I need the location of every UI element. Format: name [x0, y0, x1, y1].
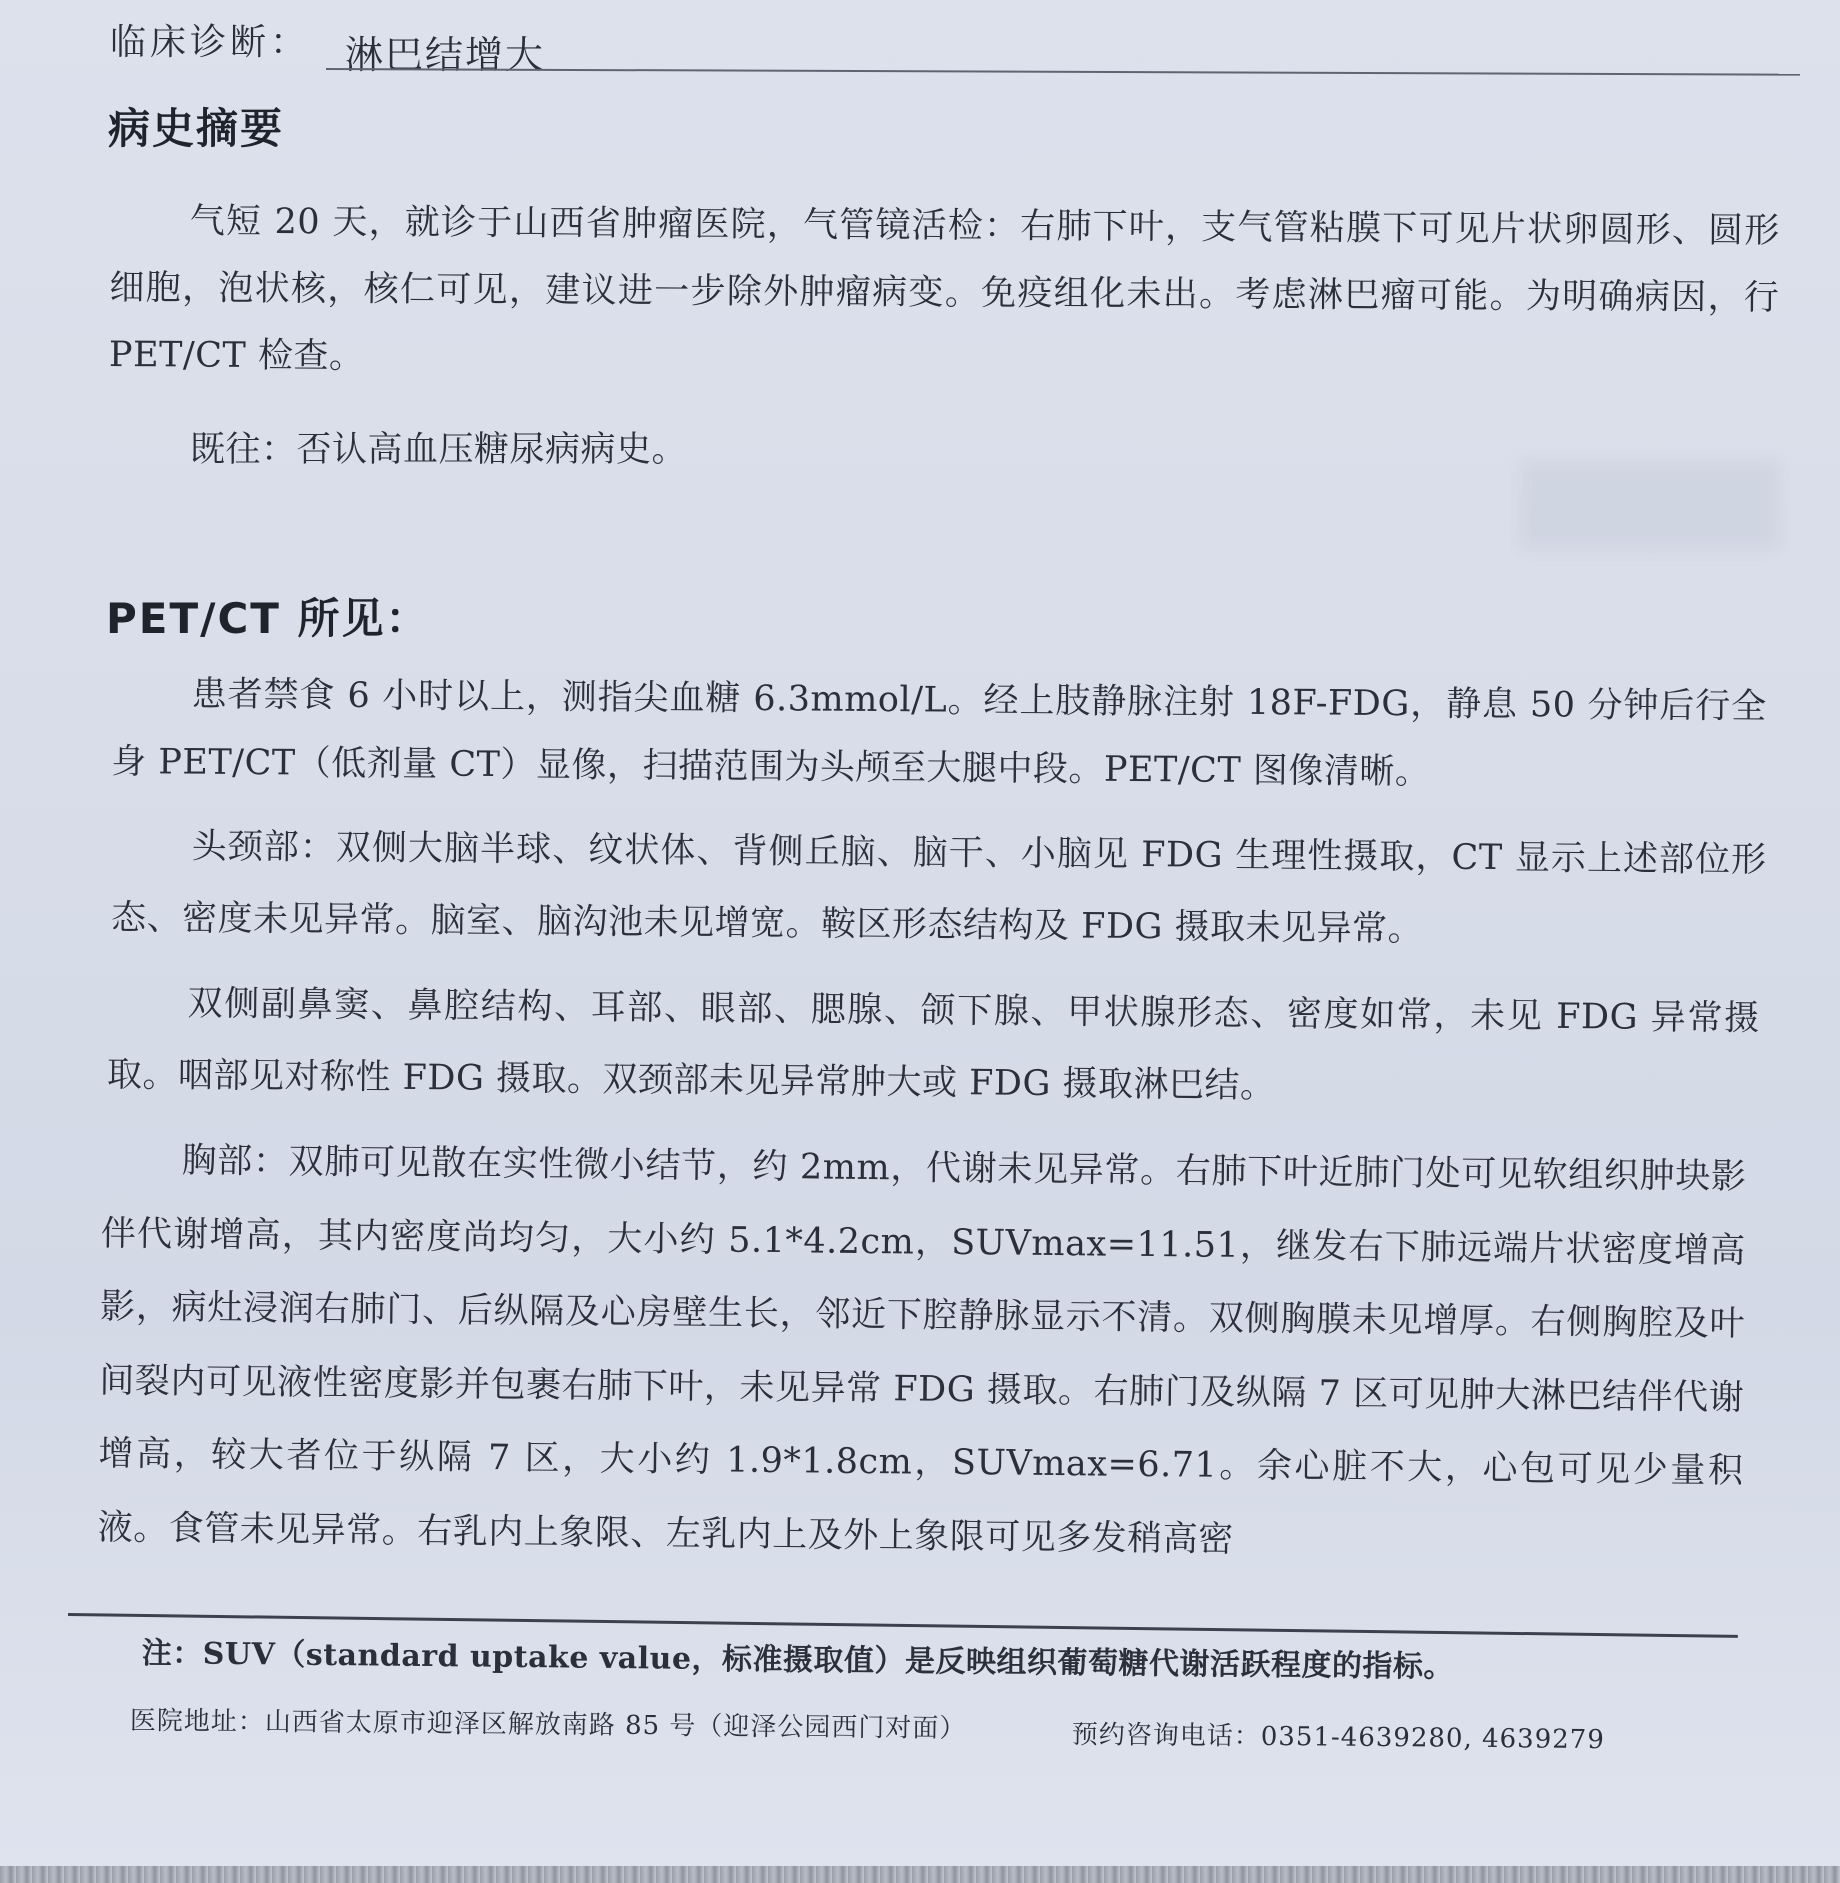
appointment-phone: 预约咨询电话：0351-4639280, 4639279	[1071, 1719, 1605, 1756]
petct-heading: PET/CT 所见：	[106, 594, 430, 643]
history-past-paragraph: 既往：否认高血压糖尿病病史。	[190, 430, 688, 470]
hospital-address: 医院地址：山西省太原市迎泽区解放南路 85 号（迎泽公园西门对面）	[129, 1705, 967, 1745]
background-surface	[0, 1866, 1840, 1883]
history-heading: 病史摘要	[108, 104, 285, 153]
petct-chest-paragraph: 胸部：双肺可见散在实性微小结节，约 2mm，代谢未见异常。右肺下叶近肺门处可见软组织肿块影伴代谢增高，其内密度尚均匀，大小约 5.1*4.2cm，SUVmax=11.51，继发右下肺远端片状密度增高影，病灶浸润右肺门、后纵隔及心房壁生长，邻近下腔静脉显示不清。双侧胸膜未见增厚。右侧胸腔及叶间裂内可见液性密度影并包裹右肺下叶，未见异常 FDG 摄取。右肺门及纵隔 7 区可见肿大淋巴结伴代谢增高，较大者位于纵隔 7 区，大小约 1.9*1.8cm，SUVmax=6.71。余心脏不大，心包可见少量积液。食管未见异常。右乳内上象限、左乳内上及外上象限可见多发稍高密	[97, 1140, 1747, 1560]
petct-procedure-paragraph: 患者禁食 6 小时以上，测指尖血糖 6.3mmol/L。经上肢静脉注射 18F-FDG，静息 50 分钟后行全身 PET/CT（低剂量 CT）显像，扫描范围为头颅至大腿中段。PET/CT 图像清晰。	[111, 674, 1767, 793]
suv-note: 注：SUV（standard uptake value，标准摄取值）是反映组织葡萄糖代谢活跃程度的指标。	[141, 1635, 1455, 1685]
diagnosis-label: 临床诊断：	[110, 22, 311, 63]
petct-head-neck-paragraph: 头颈部：双侧大脑半球、纹状体、背侧丘脑、脑干、小脑见 FDG 生理性摄取，CT 显示上述部位形态、密度未见异常。脑室、脑沟池未见增宽。鞍区形态结构及 FDG 摄取未见异常。	[110, 826, 1767, 950]
history-paragraph: 气短 20 天，就诊于山西省肿瘤医院，气管镜活检：右肺下叶，支气管粘膜下可见片状卵圆形、圆形细胞，泡状核，核仁可见，建议进一步除外肿瘤病变。免疫组化未出。考虑淋巴瘤可能。为明确病因，行 PET/CT 检查。	[108, 201, 1780, 377]
diagnosis-underline	[326, 68, 1800, 76]
petct-sinus-neck-paragraph: 双侧副鼻窦、鼻腔结构、耳部、眼部、腮腺、颌下腺、甲状腺形态、密度如常，未见 FDG 异常摄取。咽部见对称性 FDG 摄取。双颈部未见异常肿大或 FDG 摄取淋巴结。	[106, 983, 1760, 1107]
diagnosis-value: 淋巴结增大	[345, 33, 546, 77]
